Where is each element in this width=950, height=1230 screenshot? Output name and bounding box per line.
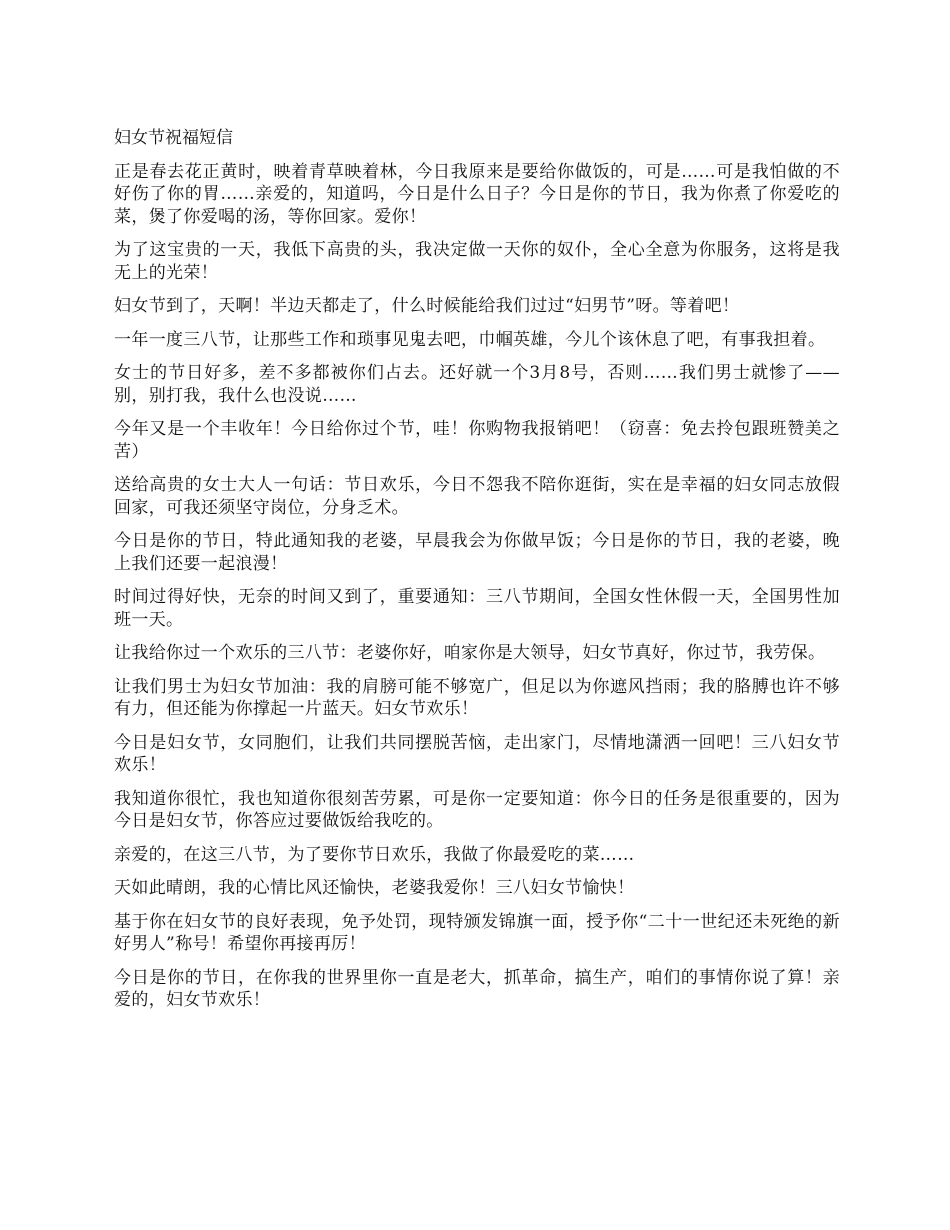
paragraph: 为了这宝贵的一天，我低下高贵的头，我决定做一天你的奴仆，全心全意为你服务，这将是我无上的光荣！	[114, 240, 840, 283]
paragraph: 今年又是一个丰收年！今日给你过个节，哇！你购物我报销吧！（窃喜：免去拎包跟班赞美之苦）	[114, 419, 840, 462]
paragraph: 女士的节日好多，差不多都被你们占去。还好就一个3月8号，否则……我们男士就惨了——别，别打我，我什么也没说……	[114, 363, 840, 406]
paragraph: 今日是妇女节，女同胞们，让我们共同摆脱苦恼，走出家门，尽情地潇洒一回吧！三八妇女节欢乐！	[114, 732, 840, 775]
paragraph: 我知道你很忙，我也知道你很刻苦劳累，可是你一定要知道：你今日的任务是很重要的，因为今日是妇女节，你答应过要做饭给我吃的。	[114, 788, 840, 831]
paragraph: 亲爱的，在这三八节，为了要你节日欢乐，我做了你最爱吃的菜……	[114, 844, 635, 865]
paragraph: 送给高贵的女士大人一句话：节日欢乐，今日不怨我不陪你逛街，实在是幸福的妇女同志放假回家，可我还须坚守岗位，分身乏术。	[114, 475, 840, 518]
paragraph: 让我给你过一个欢乐的三八节：老婆你好，咱家你是大领导，妇女节真好，你过节，我劳保。	[114, 643, 826, 663]
paragraph: 正是春去花正黄时，映着青草映着林，今日我原来是要给你做饭的，可是……可是我怕做的不好伤了你的胃……亲爱的，知道吗，今日是什么日子？今日是你的节日，我为你煮了你爱吃的菜，煲了你爱喝的汤，等你回家。爱你！	[114, 161, 840, 227]
paragraph: 基于你在妇女节的良好表现，免予处罚，现特颁发锦旗一面，授予你“二十一世纪还未死绝的新好男人”称号！希望你再接再厉！	[114, 911, 840, 954]
document-title: 妇女节祝福短信	[114, 128, 233, 148]
paragraph: 时间过得好快，无奈的时间又到了，重要通知：三八节期间，全国女性休假一天，全国男性加班一天。	[114, 587, 840, 630]
paragraph: 天如此晴朗，我的心情比风还愉快，老婆我爱你！三八妇女节愉快！	[114, 878, 635, 898]
paragraph: 一年一度三八节，让那些工作和琐事见鬼去吧，巾帼英雄，今儿个该休息了吧，有事我担着。	[114, 329, 826, 350]
document-page	[114, 127, 840, 1023]
paragraph: 妇女节到了，天啊！半边天都走了，什么时候能给我们过过“妇男节”呀。等着吧！	[114, 296, 740, 316]
paragraph: 让我们男士为妇女节加油：我的肩膀可能不够宽广，但足以为你遮风挡雨；我的胳膊也许不够有力，但还能为你撑起一片蓝天。妇女节欢乐！	[114, 676, 840, 719]
paragraph: 今日是你的节日，特此通知我的老婆，早晨我会为你做早饭；今日是你的节日，我的老婆，晚上我们还要一起浪漫！	[114, 531, 840, 574]
paragraph: 今日是你的节日，在你我的世界里你一直是老大，抓革命，搞生产，咱们的事情你说了算！亲爱的，妇女节欢乐！	[114, 967, 840, 1010]
